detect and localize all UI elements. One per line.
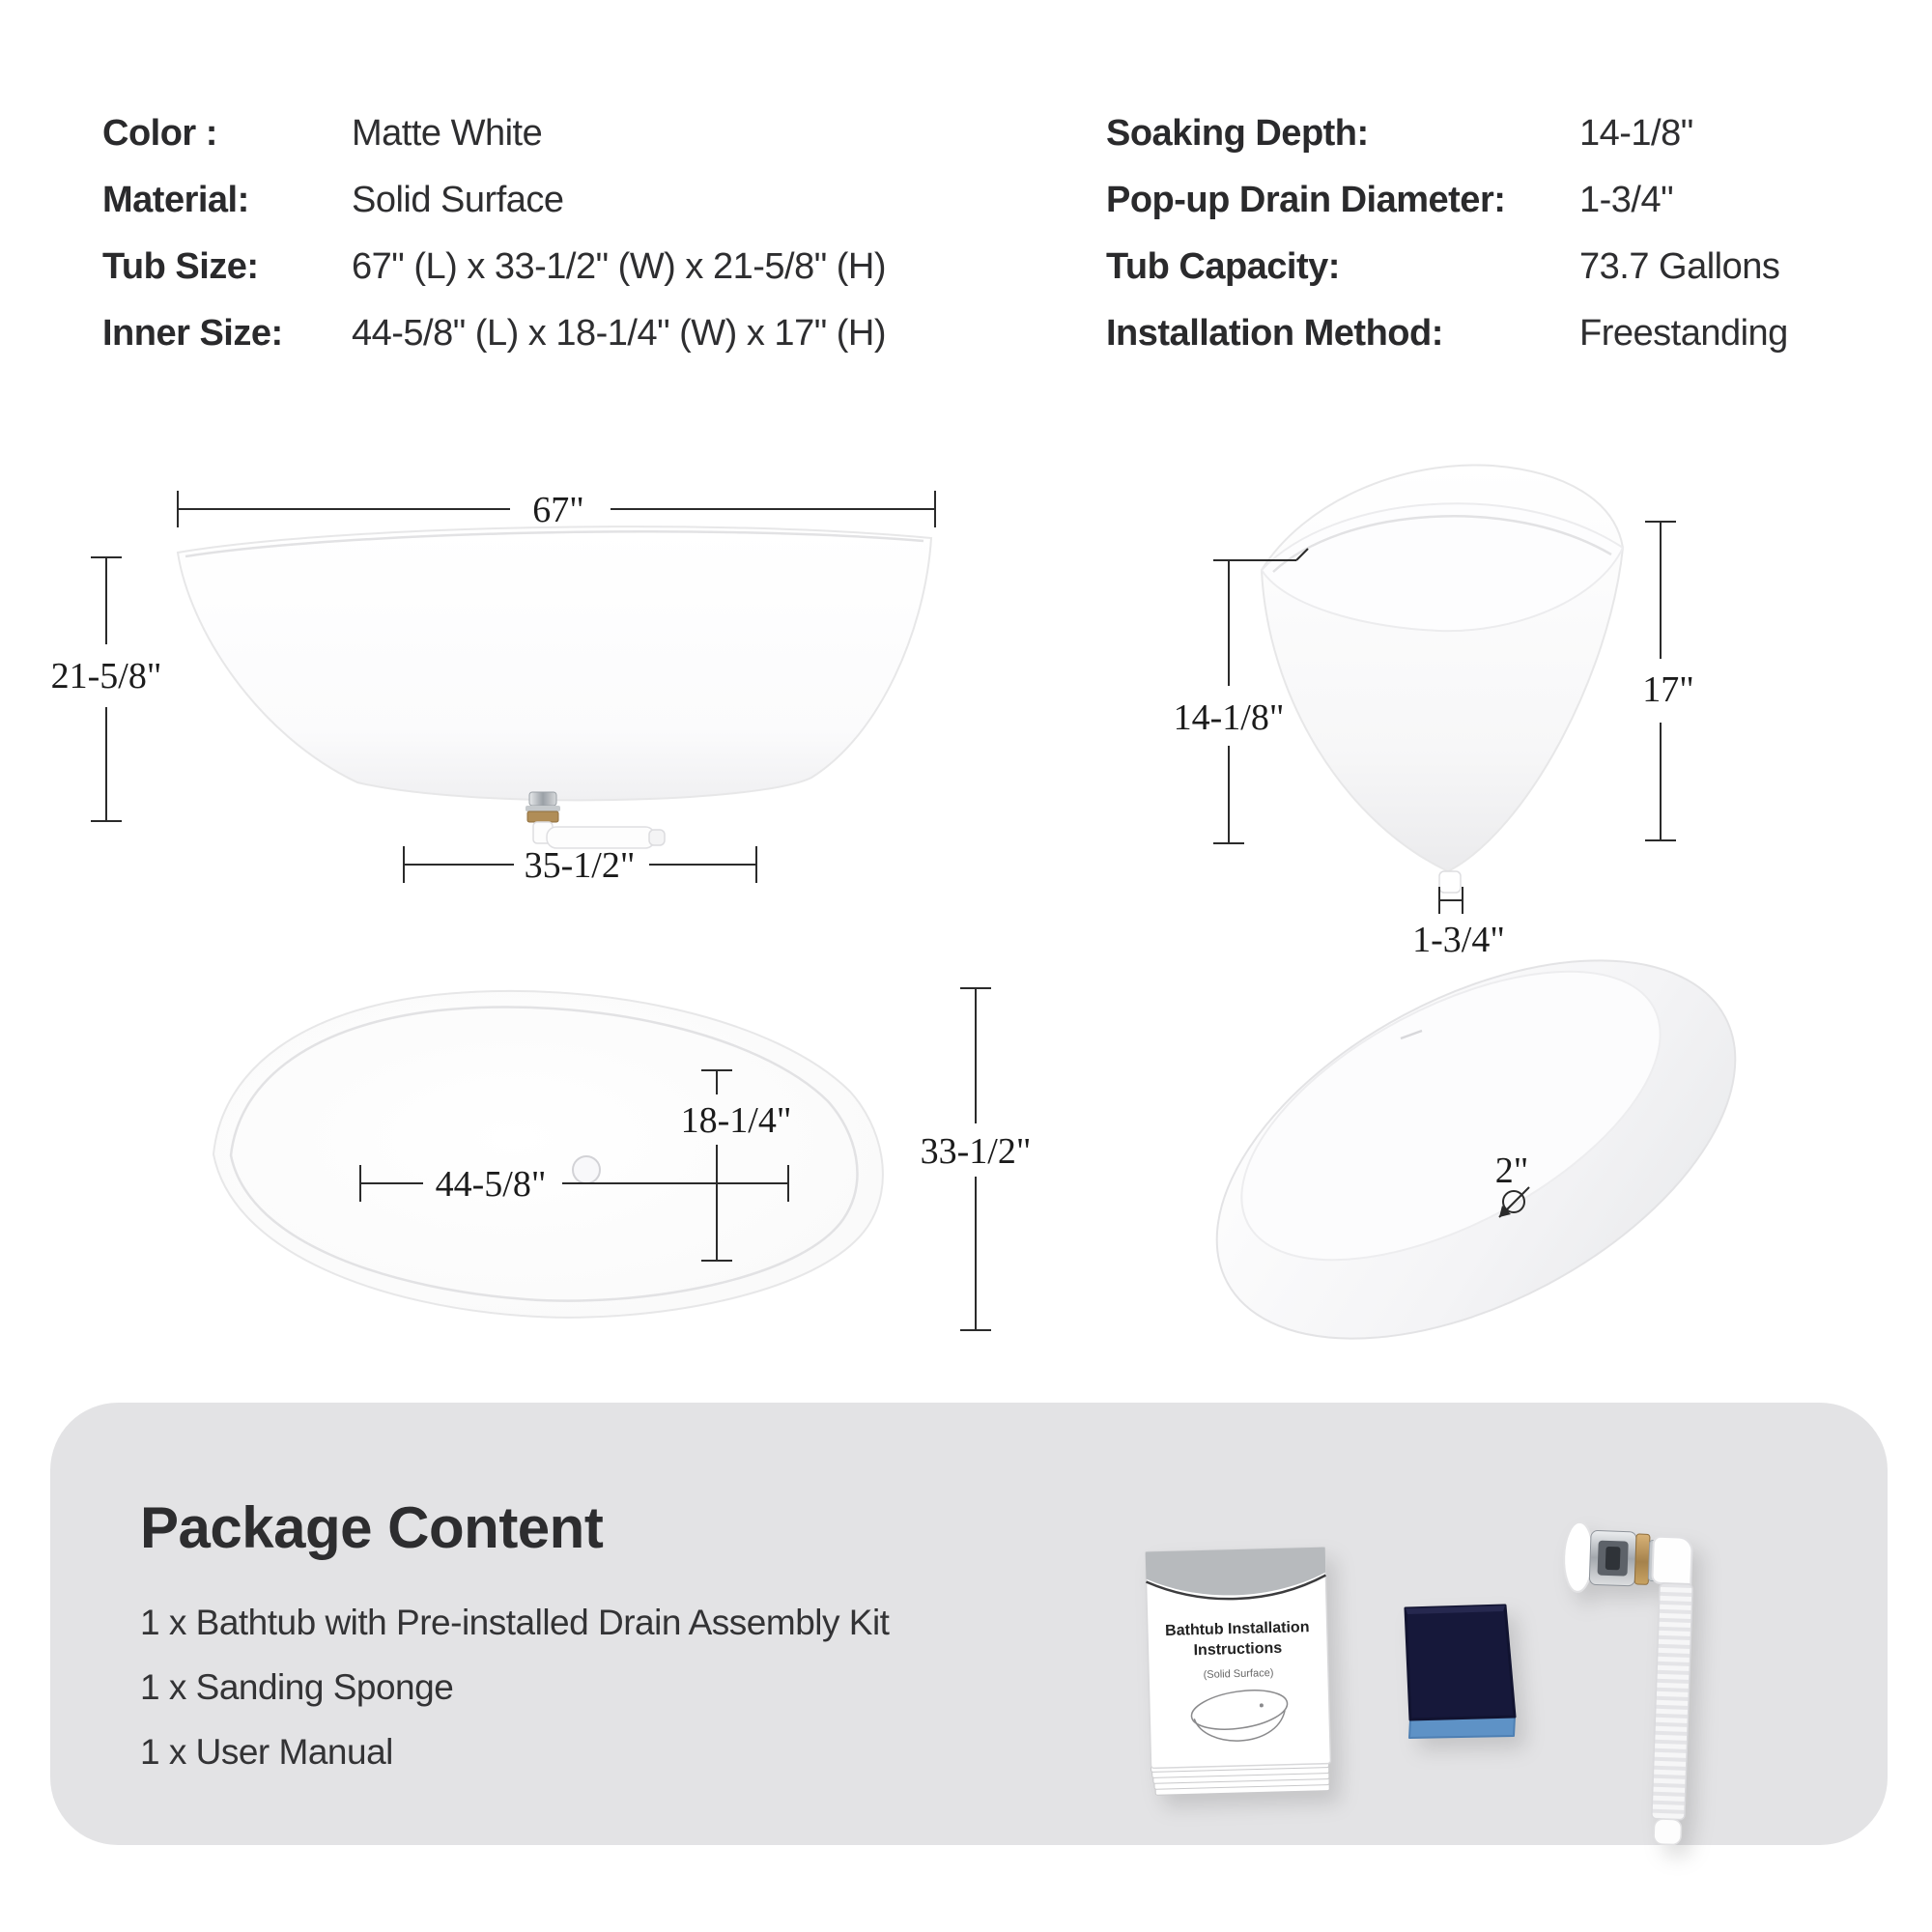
end-view-figure (1111, 444, 1739, 985)
dim-label-inner-height: 17" (1642, 669, 1694, 710)
drain-assembly-image (1544, 1499, 1727, 1852)
dimension-overall-width (921, 988, 1032, 1330)
spec-label: Soaking Depth: (1106, 113, 1369, 154)
manual-subtitle: (Solid Surface) (1203, 1667, 1274, 1681)
spec-row-material (102, 167, 886, 234)
manual-title-line2: Instructions (1193, 1639, 1283, 1660)
spec-row-color (102, 100, 886, 167)
package-item-bathtub: 1 x Bathtub with Pre-installed Drain Assembly Kit (140, 1603, 890, 1642)
spec-label: Color : (102, 113, 217, 154)
spec-value: Matte White (352, 113, 543, 154)
spec-row-inner-size (102, 300, 886, 367)
spec-value: 1-3/4" (1579, 180, 1674, 220)
sanding-sponge-image (1401, 1600, 1520, 1746)
spec-value: Solid Surface (352, 180, 564, 220)
package-item-sponge: 1 x Sanding Sponge (140, 1667, 454, 1707)
spec-value: 44-5/8" (L) x 18-1/4" (W) x 17" (H) (352, 313, 887, 354)
flexible-drain-hose (1651, 1583, 1692, 1845)
dimension-base-length (404, 845, 756, 886)
spec-label: Material: (102, 180, 249, 220)
dim-label-overall-width: 33-1/2" (920, 1131, 1032, 1172)
spec-row-tub-size (102, 234, 886, 300)
spec-row-installation (1106, 300, 1788, 367)
dim-label-overall-height: 21-5/8" (50, 656, 162, 696)
spec-row-drain-diameter (1106, 167, 1788, 234)
dimension-overall-length (178, 490, 935, 530)
package-item-manual: 1 x User Manual (140, 1732, 393, 1772)
spec-table-right (1106, 100, 1788, 367)
spec-label: Inner Size: (102, 313, 283, 354)
spec-label: Pop-up Drain Diameter: (1106, 180, 1506, 220)
dim-label-drain-diameter: 1-3/4" (1412, 920, 1505, 960)
spec-label: Tub Capacity: (1106, 246, 1340, 287)
dimension-inner-height (1642, 522, 1694, 840)
spec-table-left (102, 100, 886, 367)
bathtub-perspective-illustration (1155, 882, 1797, 1416)
dim-label-inner-length: 44-5/8" (435, 1164, 547, 1205)
spec-value: 14-1/8" (1579, 113, 1693, 154)
spec-value: 73.7 Gallons (1579, 246, 1780, 287)
dimension-overall-height (51, 557, 162, 821)
drain-hole-icon (573, 1156, 600, 1183)
dim-label-overflow-diameter: 2" (1494, 1151, 1529, 1191)
manual-title-line1: Bathtub Installation (1164, 1619, 1310, 1639)
dim-label-overall-length: 67" (532, 490, 584, 530)
spec-row-soaking-depth (1106, 100, 1788, 167)
package-title: Package Content (140, 1495, 604, 1560)
side-view-figure (39, 444, 947, 886)
spec-row-capacity (1106, 234, 1788, 300)
top-view-figure (145, 966, 1063, 1372)
spec-label: Installation Method: (1106, 313, 1443, 354)
drain-hole-icon (1439, 871, 1461, 893)
spec-value: Freestanding (1579, 313, 1788, 354)
sponge-top-face (1406, 1605, 1515, 1719)
bathtub-side-illustration (178, 526, 931, 800)
spec-value: 67" (L) x 33-1/2" (W) x 21-5/8" (H) (352, 246, 887, 287)
bathtub-top-illustration (213, 991, 883, 1318)
dim-label-soaking-depth: 14-1/8" (1173, 697, 1285, 738)
perspective-view-figure (1111, 947, 1845, 1352)
spec-label: Tub Size: (102, 246, 259, 287)
manual-booklet-image (1143, 1542, 1334, 1807)
dim-label-base-length: 35-1/2" (524, 845, 636, 886)
dim-label-inner-width: 18-1/4" (680, 1100, 792, 1141)
bathtub-end-illustration (1262, 465, 1623, 893)
